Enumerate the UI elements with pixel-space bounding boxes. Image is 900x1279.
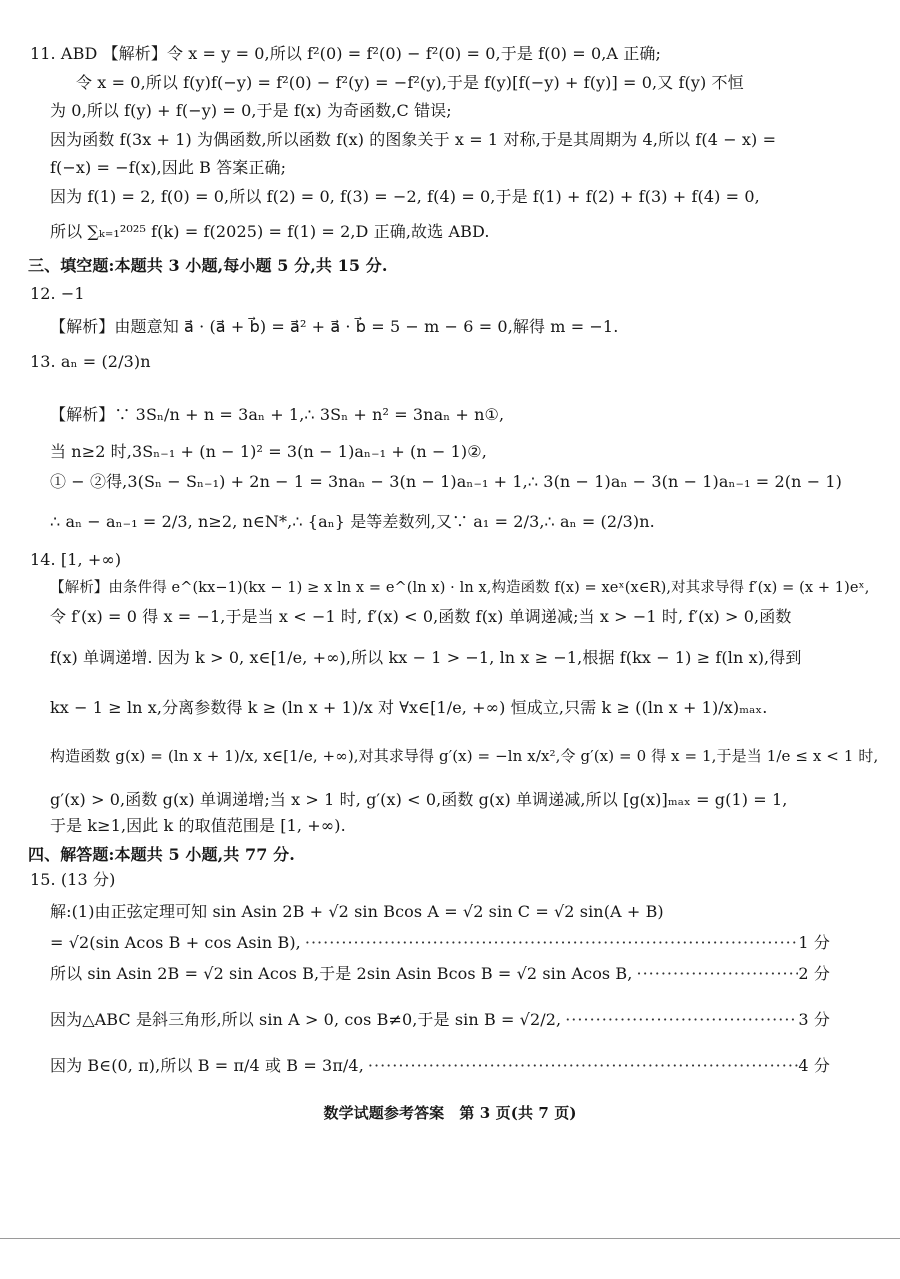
q11-line-1: 11. ABD 【解析】令 x = y = 0,所以 f²(0) = f²(0) − f²(0) = 0,于是 f(0) = 0,A 正确;	[30, 44, 661, 63]
bottom-divider	[0, 1238, 900, 1239]
page-footer: 数学试题参考答案 第 3 页(共 7 页)	[323, 1104, 577, 1122]
q15-line-2-points: 1 分	[798, 933, 830, 952]
section-4-heading: 四、解答题:本题共 5 小题,共 77 分.	[28, 845, 295, 864]
q12-analysis: 【解析】由题意知 a⃗ · (a⃗ + b⃗) = a⃗² + a⃗ · b⃗ = 5 − m − 6 = 0,解得 m = −1.	[50, 317, 619, 336]
leader-dots	[561, 1010, 798, 1030]
q14-line-2: 令 f′(x) = 0 得 x = −1,于是当 x < −1 时, f′(x) < 0,函数 f(x) 单调递减;当 x > −1 时, f′(x) > 0,函数	[50, 607, 792, 626]
q11-line-2: 令 x = 0,所以 f(y)f(−y) = f²(0) − f²(y) = −f²(y),于是 f(y)[f(−y) + f(y)] = 0,又 f(y) 不恒	[76, 73, 744, 92]
q13-line-4: ∴ aₙ − aₙ₋₁ = 2/3, n≥2, n∈N*,∴ {aₙ} 是等差数列,又∵ a₁ = 2/3,∴ aₙ = (2/3)n.	[50, 512, 655, 531]
q11-line-7: 所以 ∑ₖ₌₁²⁰²⁵ f(k) = f(2025) = f(1) = 2,D 正确,故选 ABD.	[50, 222, 490, 241]
q15-line-4	[50, 1010, 830, 1030]
q15-line-5-text: 因为 B∈(0, π),所以 B = π/4 或 B = 3π/4,	[50, 1056, 364, 1075]
q13-line-2: 当 n≥2 时,3Sₙ₋₁ + (n − 1)² = 3(n − 1)aₙ₋₁ + (n − 1)②,	[50, 442, 487, 461]
q11-line-6: 因为 f(1) = 2, f(0) = 0,所以 f(2) = 0, f(3) = −2, f(4) = 0,于是 f(1) + f(2) + f(3) + f(4) = 0,	[50, 187, 760, 206]
q14-line-7: 于是 k≥1,因此 k 的取值范围是 [1, +∞).	[50, 816, 346, 835]
q11-line-3: 为 0,所以 f(y) + f(−y) = 0,于是 f(x) 为奇函数,C 错误;	[50, 101, 452, 120]
q11-line-4: 因为函数 f(3x + 1) 为偶函数,所以函数 f(x) 的图象关于 x = 1 对称,于是其周期为 4,所以 f(4 − x) =	[50, 130, 777, 149]
q14-answer: 14. [1, +∞)	[30, 550, 122, 569]
q15-line-5-points: 4 分	[798, 1056, 830, 1075]
q15-line-3	[50, 964, 830, 984]
q15-line-2-text: = √2(sin Acos B + cos Asin B),	[50, 933, 301, 952]
q11-line-5: f(−x) = −f(x),因此 B 答案正确;	[50, 158, 287, 177]
q14-line-4: kx − 1 ≥ ln x,分离参数得 k ≥ (ln x + 1)/x 对 ∀x∈[1/e, +∞) 恒成立,只需 k ≥ ((ln x + 1)/x)ₘₐₓ.	[50, 698, 768, 717]
q14-line-1: 【解析】由条件得 e^(kx−1)(kx − 1) ≥ x ln x = e^(ln x) · ln x,构造函数 f(x) = xeˣ(x∈R),对其求导得 f′(x) = (x + 1)eˣ,	[50, 580, 870, 596]
q15-line-1: 解:(1)由正弦定理可知 sin Asin 2B + √2 sin Bcos A = √2 sin C = √2 sin(A + B)	[50, 902, 664, 921]
leader-dots	[301, 933, 799, 953]
q15-line-4-points: 3 分	[798, 1010, 830, 1029]
q15-line-2	[50, 933, 830, 953]
section-3-heading: 三、填空题:本题共 3 小题,每小题 5 分,共 15 分.	[28, 256, 388, 275]
q13-answer: 13. aₙ = (2/3)n	[30, 352, 151, 371]
q15-line-3-text: 所以 sin Asin 2B = √2 sin Acos B,于是 2sin Asin Bcos B = √2 sin Acos B,	[50, 964, 633, 983]
q13-line-3: ① − ②得,3(Sₙ − Sₙ₋₁) + 2n − 1 = 3naₙ − 3(n − 1)aₙ₋₁ + 1,∴ 3(n − 1)aₙ − 3(n − 1)aₙ₋₁ = 2(n − 1)	[50, 472, 843, 491]
leader-dots	[364, 1056, 799, 1076]
q13-line-1: 【解析】∵ 3Sₙ/n + n = 3aₙ + 1,∴ 3Sₙ + n² = 3naₙ + n①,	[50, 405, 505, 424]
q15-header: 15. (13 分)	[30, 870, 116, 889]
q15-line-3-points: 2 分	[798, 964, 830, 983]
q12-answer: 12. −1	[30, 284, 85, 303]
q14-line-6: g′(x) > 0,函数 g(x) 单调递增;当 x > 1 时, g′(x) < 0,函数 g(x) 单调递减,所以 [g(x)]ₘₐₓ = g(1) = 1,	[50, 790, 788, 809]
leader-dots	[632, 964, 798, 984]
q14-line-3: f(x) 单调递增. 因为 k > 0, x∈[1/e, +∞),所以 kx − 1 > −1, ln x ≥ −1,根据 f(kx − 1) ≥ f(ln x),得到	[50, 648, 802, 667]
q15-line-5	[50, 1056, 830, 1076]
q15-line-4-text: 因为△ABC 是斜三角形,所以 sin A > 0, cos B≠0,于是 sin B = √2/2,	[50, 1010, 562, 1029]
q14-line-5: 构造函数 g(x) = (ln x + 1)/x, x∈[1/e, +∞),对其求导得 g′(x) = −ln x/x²,令 g′(x) = 0 得 x = 1,于是当 1/e ≤ x < 1 时,	[50, 747, 879, 765]
